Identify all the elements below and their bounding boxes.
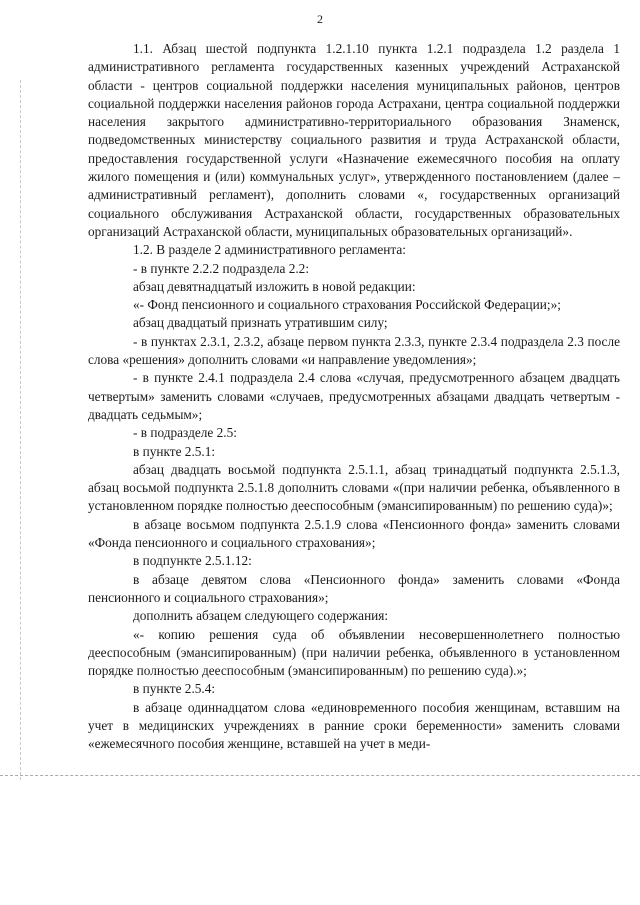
paragraph: абзац двадцатый признать утратившим силу; [133, 315, 388, 331]
paragraph: в пункте 2.5.1: [133, 443, 216, 459]
paragraph: в абзаце девятом слова «Пенсионного фонда» заменить словами «Фонда пенсионного и социального страхования»; [88, 571, 620, 605]
paragraph: «- Фонд пенсионного и социального страхования Российской Федерации;»; [133, 297, 561, 313]
paragraph: дополнить абзацем следующего содержания: [133, 608, 389, 624]
paragraph: 1.2. В разделе 2 административного регламента: [133, 242, 406, 258]
paragraph: абзац двадцать восьмой подпункта 2.5.1.1, абзац тринадцатый подпункта 2.5.1.3, абзац восьмой подпункта 2.5.1.8 дополнить словами «(при наличии ребенка, объявленного в установленном порядке полностью дееспособным (эмансипированным) по решению суда)»; [88, 461, 620, 514]
page-number: 2 [317, 12, 323, 26]
paragraph: - в пункте 2.2.2 подраздела 2.2: [133, 260, 310, 276]
paragraph: в абзаце одиннадцатом слова «единовременного пособия женщинам, вставшим на учет в медицинских учреждениях в ранние сроки беременности» заменить словами «ежемесячного пособия женщине, вставшей на учет в меди- [88, 699, 620, 752]
paragraph: - в пункте 2.4.1 подраздела 2.4 слова «случая, предусмотренного абзацем двадцать четвертым» заменить словами «случаев, предусмотренных абзацами двадцать четвертым - двадцать седьмым»; [88, 370, 620, 422]
paragraph: 1.1. Абзац шестой подпункта 1.2.1.10 пункта 1.2.1 подраздела 1.2 раздела 1 административного регламента государственных казенных учреждений Астраханской области - центров социальной поддержки населения муниципальных районов, центров социальной поддержки населения районов города Астрахани, центра социальной поддержки населения закрытого административно-территориального образования Знаменск, подведомственных министерству социального развития и труда Астраханской области, предоставления государственной услуги «Назначение ежемесячного пособия на оплату жилого помещения и (или) коммунальных услуг», утвержденного постановлением (далее – административный регламент), дополнить словами «, государственных организаций социального обслуживания Астраханской области, государственных образовательных организаций Астраханской области, муниципальных образовательных организаций». [88, 41, 620, 239]
paragraph: в пункте 2.5.4: [133, 681, 216, 697]
paragraph: - в пунктах 2.3.1, 2.3.2, абзаце первом пункта 2.3.3, пункте 2.3.4 подраздела 2.3 после слова «решения» дополнить словами «и направление уведомления»; [88, 333, 620, 368]
paragraph: в подпункте 2.5.1.12: [133, 553, 252, 569]
paragraph: в абзаце восьмом подпункта 2.5.1.9 слова «Пенсионного фонда» заменить словами «Фонда пенсионного и социального страхования»; [88, 516, 620, 551]
paragraph: абзац девятнадцатый изложить в новой редакции: [133, 278, 416, 294]
paragraph: «- копию решения суда об объявлении несовершеннолетнего полностью дееспособным (эмансипированным) (при наличии ребенка, объявленного в установленном порядке полностью дееспособным (эмансипированным) по решению суда).»; [88, 626, 620, 679]
fold-line [0, 775, 640, 776]
margin-scan-line [20, 80, 21, 780]
document-body [88, 40, 620, 753]
paragraph: - в подразделе 2.5: [133, 425, 237, 441]
